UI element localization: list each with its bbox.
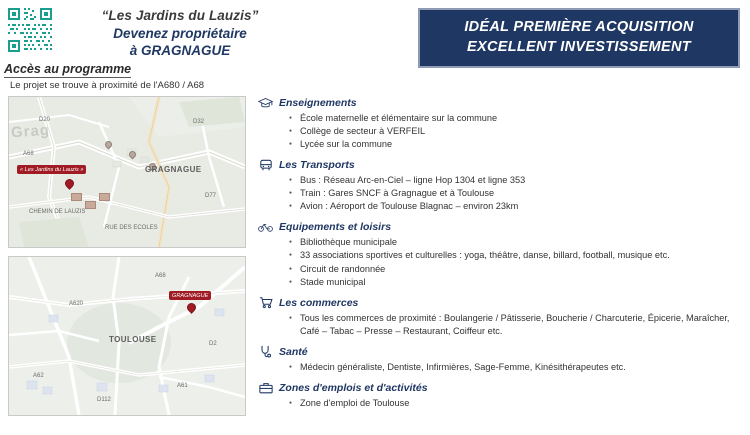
list-item: ● Stade municipal <box>300 276 746 289</box>
map-house-2 <box>85 201 96 209</box>
amenities-list <box>258 96 746 417</box>
briefcase-icon <box>258 381 273 395</box>
list-item: ● Avion : Aéroport de Toulouse Blagnac – environ 23km <box>300 200 746 213</box>
list-item: ● École maternelle et élémentaire sur la commune <box>300 112 746 125</box>
list-item: ● Collège de secteur à VERFEIL <box>300 125 746 138</box>
section-title: Les Transports <box>279 159 355 172</box>
map-road-2: D32 <box>193 119 205 125</box>
list-item: ● Train : Gares SNCF à Gragnague et à Toulouse <box>300 187 746 200</box>
map-watermark: Grag <box>10 121 51 142</box>
map-road-5: RUE DES ECOLES <box>105 225 158 231</box>
section-items <box>258 174 746 213</box>
map-local[interactable] <box>8 96 246 248</box>
qr-code-image <box>6 6 54 54</box>
list-item: ● 33 associations sportives et culturelles : yoga, théâtre, danse, billard, football, musique etc. <box>300 249 746 262</box>
section-header <box>258 296 746 310</box>
map-town-gragnague: GRAGNAGUE <box>145 165 202 174</box>
section-title: Enseignements <box>279 97 357 109</box>
map-regional-road-1: A68 <box>155 273 166 279</box>
section-title: Equipements et loisirs <box>279 221 392 234</box>
stethoscope-icon <box>258 345 273 359</box>
list-item-line-1: Tous les commerces de proximité : Boulangerie / Pâtisserie, Boucherie / Charcuterie, Épicerie, Maraîcher, <box>300 312 730 323</box>
map-road-4: D77 <box>205 193 217 199</box>
section-header <box>258 220 746 234</box>
shopping-cart-icon <box>258 296 273 310</box>
section-items <box>258 397 746 410</box>
section-title: Les commerces <box>279 296 359 309</box>
section-header <box>258 158 746 172</box>
map-road-6: CHEMIN DE LAUZIS <box>29 209 86 215</box>
list-item: ● Lycée sur la commune <box>300 138 746 151</box>
program-name: “Les Jardins du Lauzis” <box>101 8 259 23</box>
list-item: ● Circuit de randonnée <box>300 263 746 276</box>
section-commerces <box>258 296 746 338</box>
section-enseignements <box>258 96 746 151</box>
list-item: ● Zone d'emploi de Toulouse <box>300 397 746 410</box>
map-regional-road-6: D112 <box>97 397 111 403</box>
qr-code[interactable] <box>6 6 54 54</box>
section-header <box>258 345 746 359</box>
bus-icon <box>258 158 273 172</box>
access-section-title-text: Accès au programme <box>4 62 132 76</box>
list-item-line-2: Café – Tabac – Presse – Restaurant, Coiffeur etc. <box>300 325 503 336</box>
map-regional-road-3: A62 <box>33 373 44 379</box>
graduation-cap-icon <box>258 96 273 110</box>
section-zones-emplois <box>258 381 746 410</box>
section-header <box>258 96 746 110</box>
map-regional-pin-label: GRAGNAGUE <box>169 291 211 300</box>
map-pin-label-lauzis: « Les Jardins du Lauzis » <box>17 165 86 174</box>
map-house-1 <box>71 193 82 201</box>
program-tagline-1: Devenez propriétaire <box>113 25 247 41</box>
section-items <box>258 361 746 374</box>
highlight-banner <box>418 8 740 68</box>
map-regional-road-5: D2 <box>209 341 217 347</box>
map-house-3 <box>99 193 110 201</box>
access-section-subtitle: Le projet se trouve à proximité de l'A680 / A68 <box>10 80 205 91</box>
section-header <box>258 381 746 395</box>
program-tagline-2: à GRAGNAGUE <box>129 42 231 58</box>
list-item <box>300 312 746 338</box>
map-regional-road-4: A620 <box>69 301 84 307</box>
section-equipements-loisirs <box>258 220 746 288</box>
map-regional[interactable] <box>8 256 246 416</box>
document-header <box>60 8 300 60</box>
section-transports <box>258 158 746 213</box>
map-road-3: A68 <box>23 151 34 157</box>
section-items <box>258 112 746 151</box>
banner-line-1: IDÉAL PREMIÈRE ACQUISITION <box>464 19 694 36</box>
section-items <box>258 236 746 288</box>
list-item: ● Bibliothèque municipale <box>300 236 746 249</box>
list-item: ● Médecin généraliste, Dentiste, Infirmières, Sage-Femme, Kinésithérapeutes etc. <box>300 361 746 374</box>
banner-line-2: EXCELLENT INVESTISSEMENT <box>467 39 691 55</box>
map-regional-road-2: A61 <box>177 383 188 389</box>
section-title: Santé <box>279 345 308 358</box>
list-item: ● Bus : Réseau Arc-en-Ciel – ligne Hop 1304 et ligne 353 <box>300 174 746 187</box>
section-items <box>258 312 746 338</box>
bicycle-icon <box>258 220 273 234</box>
section-title: Zones d'emplois et d'activités <box>279 381 428 394</box>
section-sante <box>258 345 746 374</box>
map-town-toulouse: TOULOUSE <box>109 335 157 344</box>
map-road-1: D20 <box>39 117 51 123</box>
access-section-title <box>4 62 131 78</box>
